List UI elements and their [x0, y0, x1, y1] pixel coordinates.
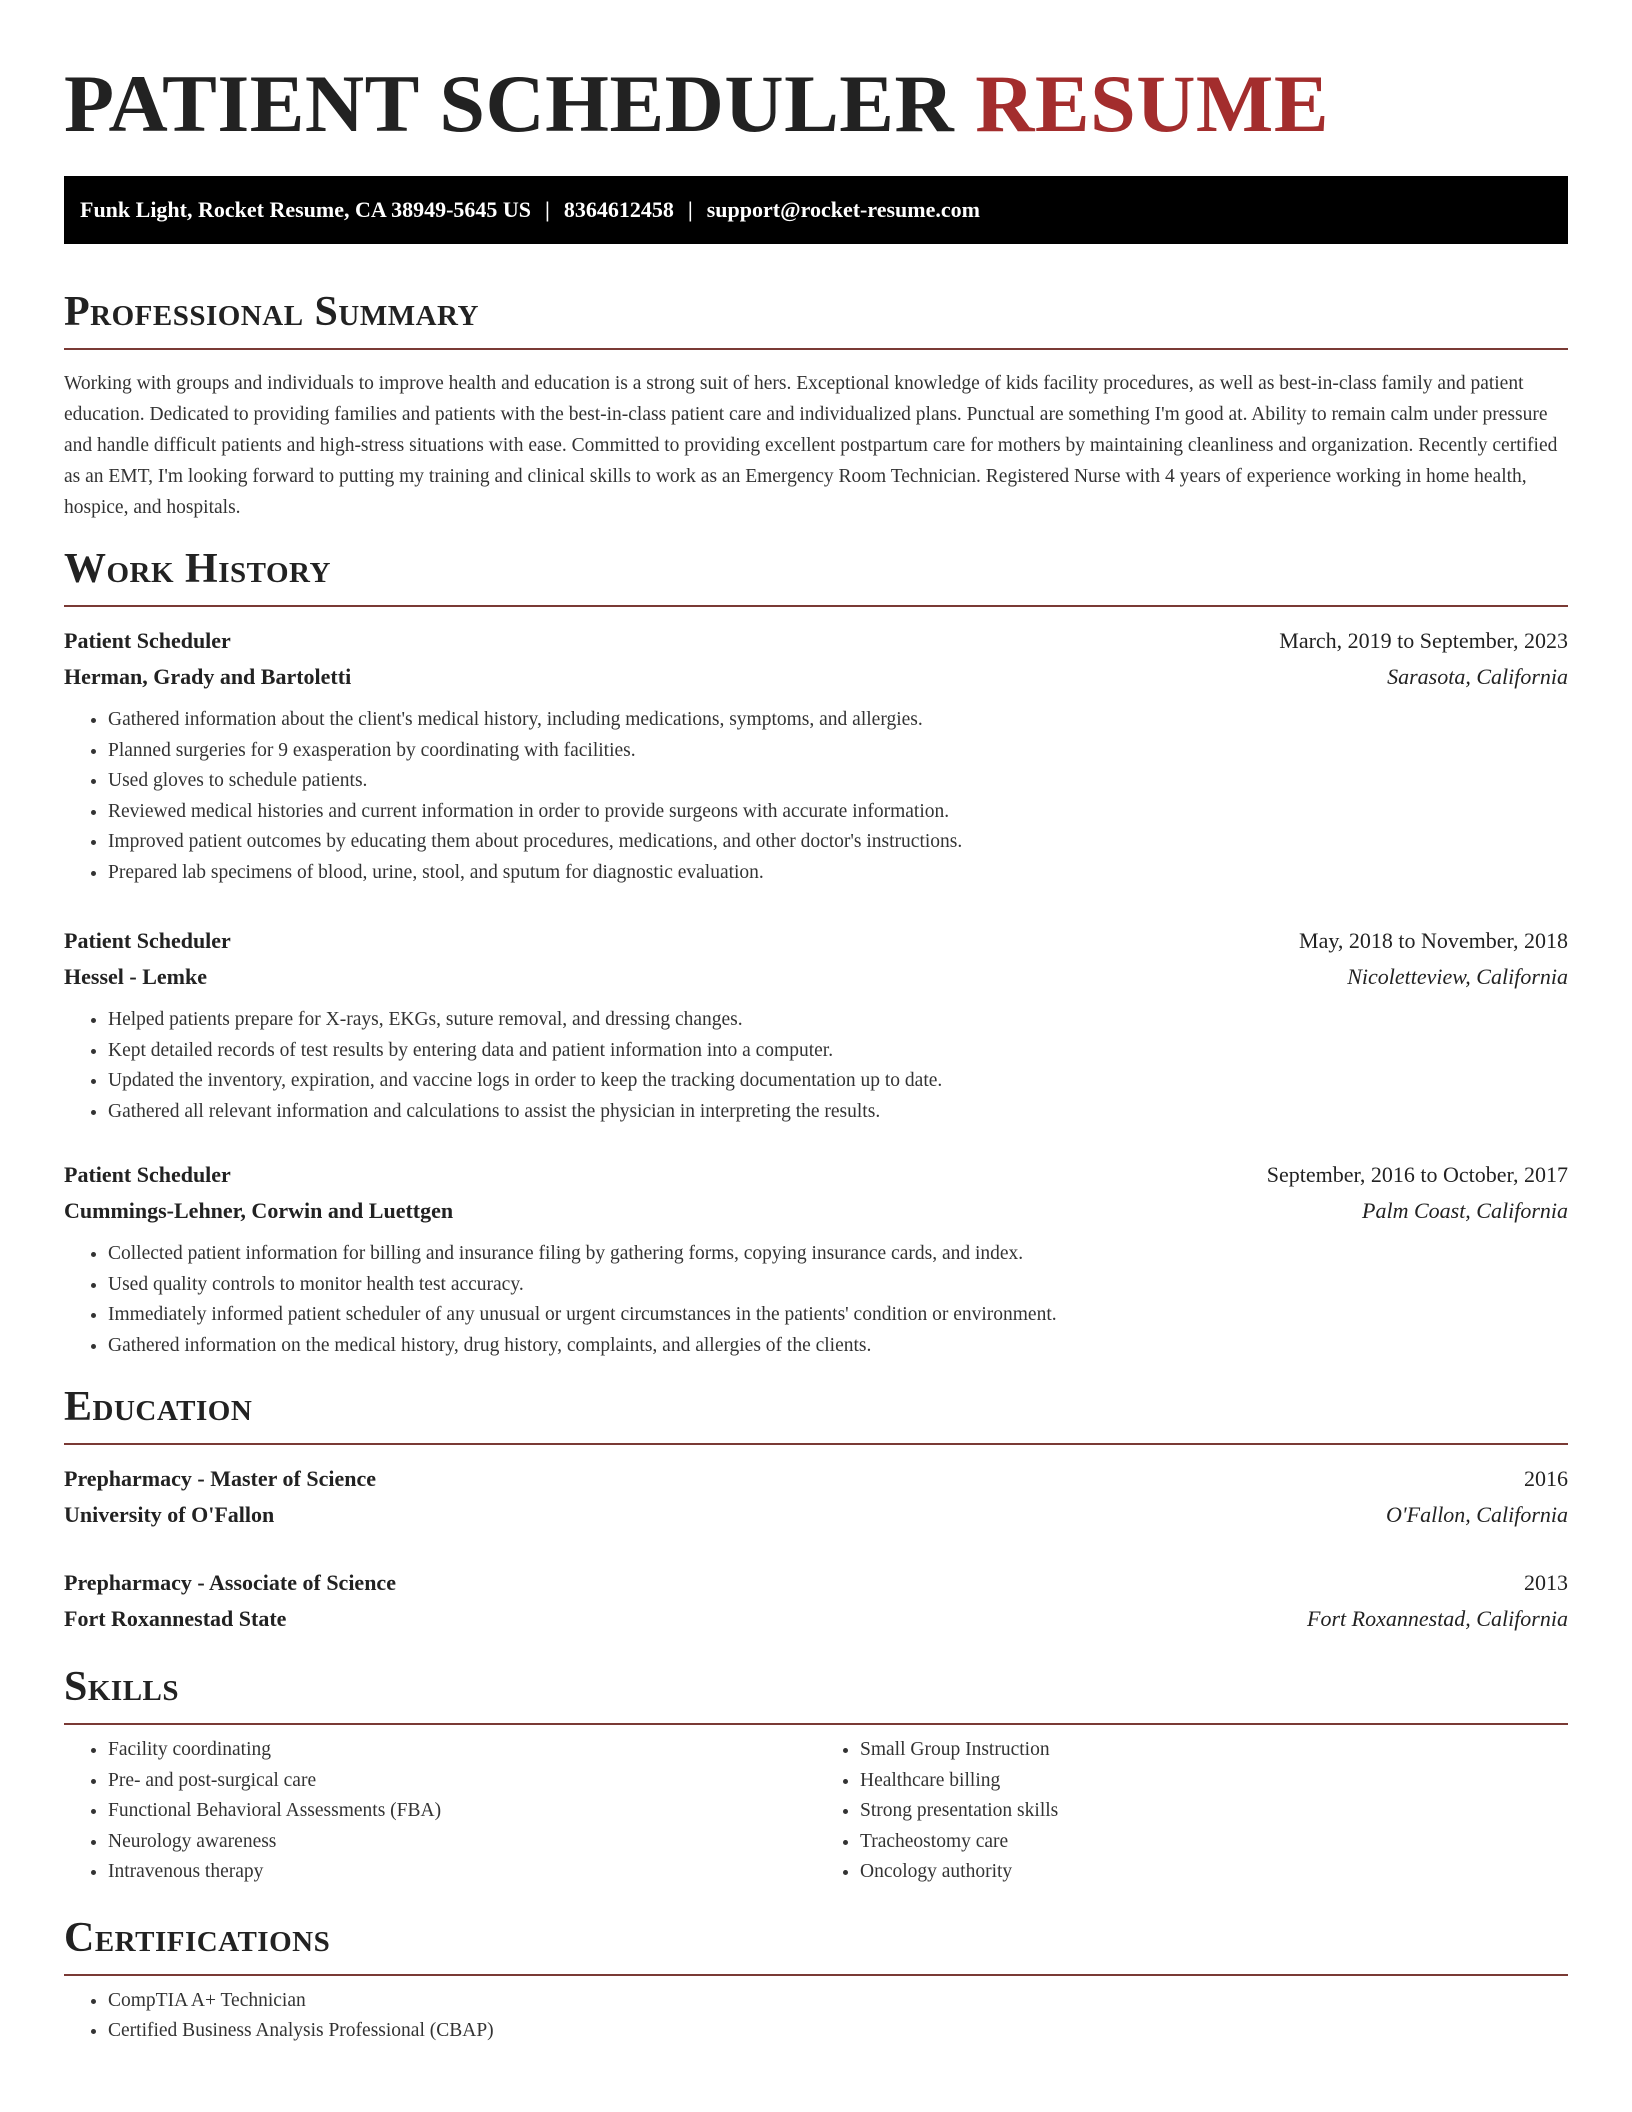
- list-item: • Neurology awareness: [108, 1827, 816, 1858]
- education-degree: Prepharmacy - Associate of Science: [64, 1570, 396, 1595]
- job-dates: May, 2018 to November, 2018: [1299, 928, 1568, 953]
- section-divider: [64, 605, 1568, 607]
- job-company-row: [64, 1193, 1568, 1229]
- resume-title: [64, 0, 1568, 150]
- list-item: • Planned surgeries for 9 exasperation by coordinating with facilities.: [108, 736, 1568, 767]
- education-school: University of O'Fallon: [64, 1502, 275, 1527]
- education-location: O'Fallon, California: [1386, 1502, 1568, 1527]
- education-school-row: [64, 1601, 1568, 1637]
- contact-bar: [64, 176, 1568, 244]
- education-degree: Prepharmacy - Master of Science: [64, 1466, 376, 1491]
- list-item: • Gathered information about the client's medical history, including medications, symptoms, and allergies.: [108, 705, 1568, 736]
- education-location: Fort Roxannestad, California: [1307, 1606, 1568, 1631]
- work-history-section: [64, 545, 1568, 1361]
- education-school-row: [64, 1497, 1568, 1533]
- summary-text: Working with groups and individuals to improve health and education is a strong suit of hers. Exceptional knowledge of kids facility procedures, as well as best-in-class family and patient education. Dedicated to providing families and patients with the best-in-class patient care and individualized plans. Punctual are something I'm good at. Ability to remain calm under pressure and handle difficult patients and high-stress situations with ease. Committed to providing excellent postpartum care for mothers by maintaining cleanliness and organization. Recently certified as an EMT, I'm looking forward to putting my training and clinical skills to work as an Emergency Room Technician. Registered Nurse with 4 years of experience working in home health, hospice, and hospitals.: [64, 373, 1558, 518]
- education-header-row: [64, 1565, 1568, 1601]
- section-heading-skills: Skills: [64, 1664, 180, 1710]
- job-entry: [64, 1157, 1568, 1361]
- list-item: • Gathered all relevant information and calculations to assist the physician in interpreting the results.: [108, 1097, 1568, 1128]
- job-company: Cummings-Lehner, Corwin and Luettgen: [64, 1198, 454, 1223]
- contact-separator: |: [687, 197, 693, 222]
- summary-section: [64, 288, 1568, 523]
- skills-list-left: [64, 1735, 816, 1888]
- education-year: 2013: [1524, 1570, 1568, 1595]
- list-item: • Updated the inventory, expiration, and vaccine logs in order to keep the tracking documentation up to date.: [108, 1066, 1568, 1097]
- list-item: • Oncology authority: [860, 1857, 1568, 1888]
- certifications-list: [64, 1986, 1568, 2047]
- job-company: Herman, Grady and Bartoletti: [64, 664, 352, 689]
- job-title: Patient Scheduler: [64, 928, 231, 953]
- list-item: • Certified Business Analysis Professional (CBAP): [108, 2016, 1568, 2047]
- job-header-row: [64, 923, 1568, 959]
- list-item: • Gathered information on the medical history, drug history, complaints, and allergies of the clients.: [108, 1331, 1568, 1362]
- list-item: • Strong presentation skills: [860, 1796, 1568, 1827]
- list-item: • Tracheostomy care: [860, 1827, 1568, 1858]
- job-header-row: [64, 623, 1568, 659]
- job-entry: [64, 923, 1568, 1127]
- contact-email[interactable]: support@rocket-resume.com: [706, 197, 980, 222]
- list-item: • Used quality controls to monitor health test accuracy.: [108, 1270, 1568, 1301]
- list-item: • Collected patient information for billing and insurance filing by gathering forms, copying insurance cards, and index.: [108, 1239, 1568, 1270]
- education-entry: [64, 1461, 1568, 1533]
- education-entry: [64, 1565, 1568, 1637]
- job-location: Nicoletteview, California: [1347, 964, 1568, 989]
- education-header-row: [64, 1461, 1568, 1497]
- list-item: • Used gloves to schedule patients.: [108, 766, 1568, 797]
- contact-phone[interactable]: 8364612458: [563, 197, 674, 222]
- list-item: • Helped patients prepare for X-rays, EKGs, suture removal, and dressing changes.: [108, 1005, 1568, 1036]
- job-location: Sarasota, California: [1387, 664, 1568, 689]
- list-item: • Pre- and post-surgical care: [108, 1766, 816, 1797]
- list-item: • Small Group Instruction: [860, 1735, 1568, 1766]
- skills-list-right: [816, 1735, 1568, 1888]
- list-item: • Prepared lab specimens of blood, urine, stool, and sputum for diagnostic evaluation.: [108, 858, 1568, 889]
- job-dates: September, 2016 to October, 2017: [1266, 1162, 1568, 1187]
- education-section: [64, 1383, 1568, 1637]
- certifications-section: [64, 1914, 1568, 2047]
- job-title: Patient Scheduler: [64, 628, 231, 653]
- section-divider: [64, 1443, 1568, 1445]
- list-item: • Kept detailed records of test results by entering data and patient information into a computer.: [108, 1036, 1568, 1067]
- education-school: Fort Roxannestad State: [64, 1606, 287, 1631]
- section-heading-work-history: Work History: [64, 546, 331, 592]
- list-item: • Intravenous therapy: [108, 1857, 816, 1888]
- contact-separator: |: [545, 197, 550, 222]
- list-item: • Facility coordinating: [108, 1735, 816, 1766]
- job-duties-list: [64, 1239, 1568, 1361]
- section-heading-education: Education: [64, 1384, 253, 1430]
- job-header-row: [64, 1157, 1568, 1193]
- job-entry: [64, 623, 1568, 888]
- job-company-row: [64, 659, 1568, 695]
- education-year: 2016: [1524, 1466, 1568, 1491]
- section-divider: [64, 1974, 1568, 1976]
- job-title: Patient Scheduler: [64, 1162, 231, 1187]
- section-heading-summary: Professional Summary: [64, 289, 479, 335]
- section-divider: [64, 348, 1568, 350]
- title-main: PATIENT SCHEDULER: [64, 58, 955, 149]
- list-item: • Reviewed medical histories and current information in order to provide surgeons with accurate information.: [108, 797, 1568, 828]
- list-item: • Functional Behavioral Assessments (FBA): [108, 1796, 816, 1827]
- job-company-row: [64, 959, 1568, 995]
- job-duties-list: [64, 1005, 1568, 1127]
- job-location: Palm Coast, California: [1362, 1198, 1568, 1223]
- title-accent: RESUME: [975, 58, 1330, 149]
- resume-page: [64, 0, 1568, 2047]
- job-duties-list: [64, 705, 1568, 888]
- skills-grid: [64, 1725, 1568, 1888]
- skills-section: [64, 1663, 1568, 1888]
- section-heading-certifications: Certifications: [64, 1914, 331, 1961]
- job-company: Hessel - Lemke: [64, 964, 207, 989]
- list-item: • Improved patient outcomes by educating them about procedures, medications, and other doctor's instructions.: [108, 827, 1568, 858]
- job-dates: March, 2019 to September, 2023: [1279, 628, 1568, 653]
- list-item: • CompTIA A+ Technician: [108, 1986, 1568, 2017]
- contact-address: Funk Light, Rocket Resume, CA 38949-5645 US: [80, 197, 532, 222]
- list-item: • Immediately informed patient scheduler of any unusual or urgent circumstances in the patients' condition or environment.: [108, 1300, 1568, 1331]
- list-item: • Healthcare billing: [860, 1766, 1568, 1797]
